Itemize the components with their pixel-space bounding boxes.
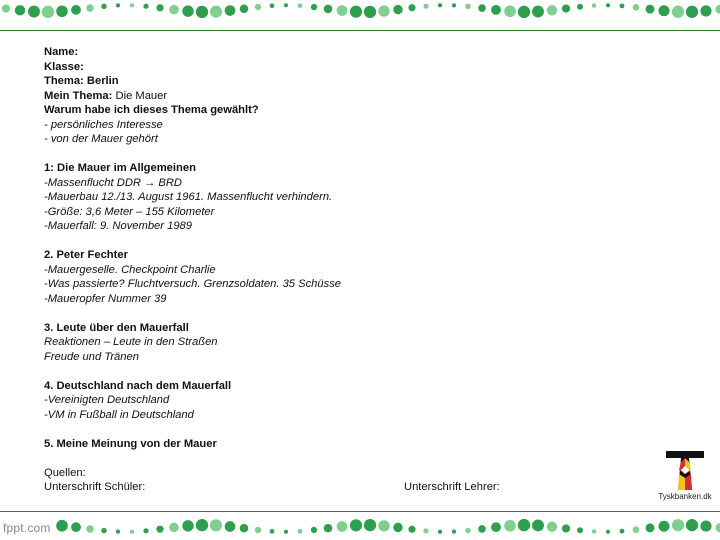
border-dot — [42, 6, 54, 18]
border-dot — [196, 519, 208, 531]
border-dot — [478, 525, 486, 533]
border-dot — [532, 519, 544, 531]
border-dot — [715, 5, 720, 14]
border-dot — [423, 4, 428, 9]
document-body — [44, 45, 684, 495]
border-dot — [659, 5, 670, 16]
border-dot — [686, 6, 698, 18]
border-dot — [156, 526, 163, 533]
border-dot — [378, 5, 389, 16]
border-dot — [284, 530, 288, 534]
logo-t-icon — [652, 448, 718, 492]
border-dot — [210, 519, 222, 531]
border-dot — [606, 530, 610, 534]
border-dot — [196, 6, 208, 18]
student-signature-label: Unterschrift Schüler: — [44, 481, 146, 493]
border-dot — [337, 5, 348, 16]
border-dot — [408, 4, 415, 11]
reason-item: - von der Mauer gehört — [44, 133, 158, 145]
border-dot — [210, 6, 222, 18]
border-dot — [255, 527, 261, 533]
section-title: 5. Meine Meinung von der Mauer — [44, 437, 217, 450]
why-label: Warum habe ich dieses Thema gewählt? — [44, 104, 259, 116]
section-item: -Größe: 3,6 Meter – 155 Kilometer — [44, 205, 215, 218]
border-dot — [700, 5, 711, 16]
watermark-text: fppt.com — [3, 521, 51, 535]
border-dot — [686, 519, 698, 531]
my-topic-label: Mein Thema: — [44, 89, 113, 102]
border-dot — [620, 529, 625, 534]
border-dot — [438, 530, 442, 534]
reason-item: - persönliches Interesse — [44, 118, 163, 131]
border-dot — [452, 530, 456, 534]
border-dot — [672, 519, 684, 531]
border-dot — [298, 529, 303, 534]
border-dot — [324, 5, 333, 14]
border-dot — [423, 528, 428, 533]
border-dot — [620, 3, 625, 8]
border-dot — [438, 3, 442, 7]
border-dot — [169, 5, 179, 15]
section-item: -Was passierte? Fluchtversuch. Grenzsoldaten. 35 Schüsse — [44, 278, 342, 290]
border-dot — [101, 4, 106, 9]
border-dot — [547, 522, 557, 532]
border-dot — [337, 521, 348, 532]
border-dot — [156, 4, 163, 11]
border-dot — [504, 5, 516, 17]
section-item: -Vereinigten Deutschland — [44, 394, 170, 406]
border-dot — [182, 5, 193, 16]
border-dot — [71, 522, 81, 532]
border-dot — [28, 6, 40, 18]
border-dot — [71, 5, 81, 15]
border-dot — [86, 4, 94, 12]
border-dot — [378, 520, 389, 531]
border-dot — [284, 3, 288, 7]
section-title: 3. Leute über den Mauerfall — [44, 321, 189, 334]
tyskbanken-logo — [652, 448, 718, 506]
border-dot — [577, 4, 583, 10]
border-dot — [130, 530, 134, 534]
border-dot — [715, 523, 720, 532]
border-dot — [311, 527, 317, 533]
border-dot — [240, 5, 249, 14]
border-dot — [116, 530, 120, 534]
border-dot — [577, 527, 583, 533]
border-dot — [86, 525, 94, 533]
teacher-signature-label: Unterschrift Lehrer: — [404, 481, 500, 493]
border-dot — [116, 3, 120, 7]
bottom-dot-border — [0, 513, 720, 540]
section-title: 2. Peter Fechter — [44, 249, 128, 261]
border-dot — [56, 5, 68, 17]
section-item: -Maueropfer Nummer 39 — [44, 292, 167, 305]
border-dot — [592, 529, 596, 533]
border-dot — [700, 521, 711, 532]
section-item: -Mauergeselle. Checkpoint Charlie — [44, 263, 216, 276]
border-dot — [15, 5, 25, 15]
signature-row — [44, 480, 684, 495]
section-item: -Mauerbau 12./13. August 1961. Massenflucht verhindern. — [44, 191, 333, 203]
my-topic-line — [44, 89, 684, 104]
logo-text: Tyskbanken.dk — [658, 492, 712, 501]
border-dot — [633, 526, 640, 533]
class-label: Klasse: — [44, 60, 84, 73]
border-dot — [2, 4, 10, 12]
border-dot — [518, 519, 530, 531]
border-dot — [350, 519, 362, 531]
section-item: Freude und Tränen — [44, 350, 139, 363]
sources-label: Quellen: — [44, 466, 86, 479]
border-dot — [562, 524, 570, 532]
border-dot — [408, 526, 415, 533]
border-dot — [504, 520, 516, 532]
border-dot — [547, 5, 557, 15]
border-dot — [182, 520, 193, 531]
border-dot — [633, 4, 640, 11]
border-dot — [240, 524, 249, 533]
border-dot — [270, 529, 275, 534]
border-dot — [350, 6, 362, 18]
border-dot — [130, 3, 134, 7]
border-dot — [646, 5, 655, 14]
border-dot — [606, 3, 610, 7]
border-dot — [393, 523, 402, 532]
border-dot — [532, 6, 544, 18]
border-dot — [465, 528, 470, 533]
border-dot — [592, 3, 596, 7]
section-item: Reaktionen – Leute in den Straßen — [44, 336, 218, 348]
border-dot — [255, 4, 261, 10]
top-dot-border — [0, 0, 720, 28]
border-dot — [225, 5, 236, 16]
border-dot — [364, 6, 376, 18]
section-title: 4. Deutschland nach dem Mauerfall — [44, 379, 232, 392]
border-dot — [491, 5, 501, 15]
section-item: -Massenflucht DDR → BRD — [44, 176, 183, 189]
border-dot — [452, 3, 456, 7]
border-dot — [364, 519, 376, 531]
border-dot — [225, 521, 236, 532]
border-dot — [562, 4, 570, 12]
section-title: 1: Die Mauer im Allgemeinen — [44, 162, 196, 174]
border-dot — [143, 528, 148, 533]
section-item: -VM in Fußball in Deutschland — [44, 408, 194, 421]
border-dot — [311, 4, 317, 10]
name-label: Name: — [44, 46, 79, 58]
border-dot — [169, 523, 179, 533]
border-dot — [324, 524, 333, 533]
border-dot — [518, 6, 530, 18]
border-dot — [393, 5, 402, 14]
border-dot — [465, 4, 470, 9]
border-dot — [101, 528, 106, 533]
border-dot — [646, 523, 655, 532]
border-dot — [56, 520, 68, 532]
border-dot — [298, 3, 303, 8]
border-dot — [270, 3, 275, 8]
border-dot — [143, 4, 148, 9]
top-divider — [0, 30, 720, 31]
border-dot — [478, 4, 486, 12]
section-item: -Mauerfall: 9. November 1989 — [44, 220, 192, 232]
my-topic-value: Die Mauer — [115, 89, 168, 102]
border-dot — [659, 521, 670, 532]
topic-label: Thema: Berlin — [44, 75, 119, 87]
bottom-divider — [0, 511, 720, 512]
border-dot — [672, 6, 684, 18]
border-dot — [491, 522, 501, 532]
